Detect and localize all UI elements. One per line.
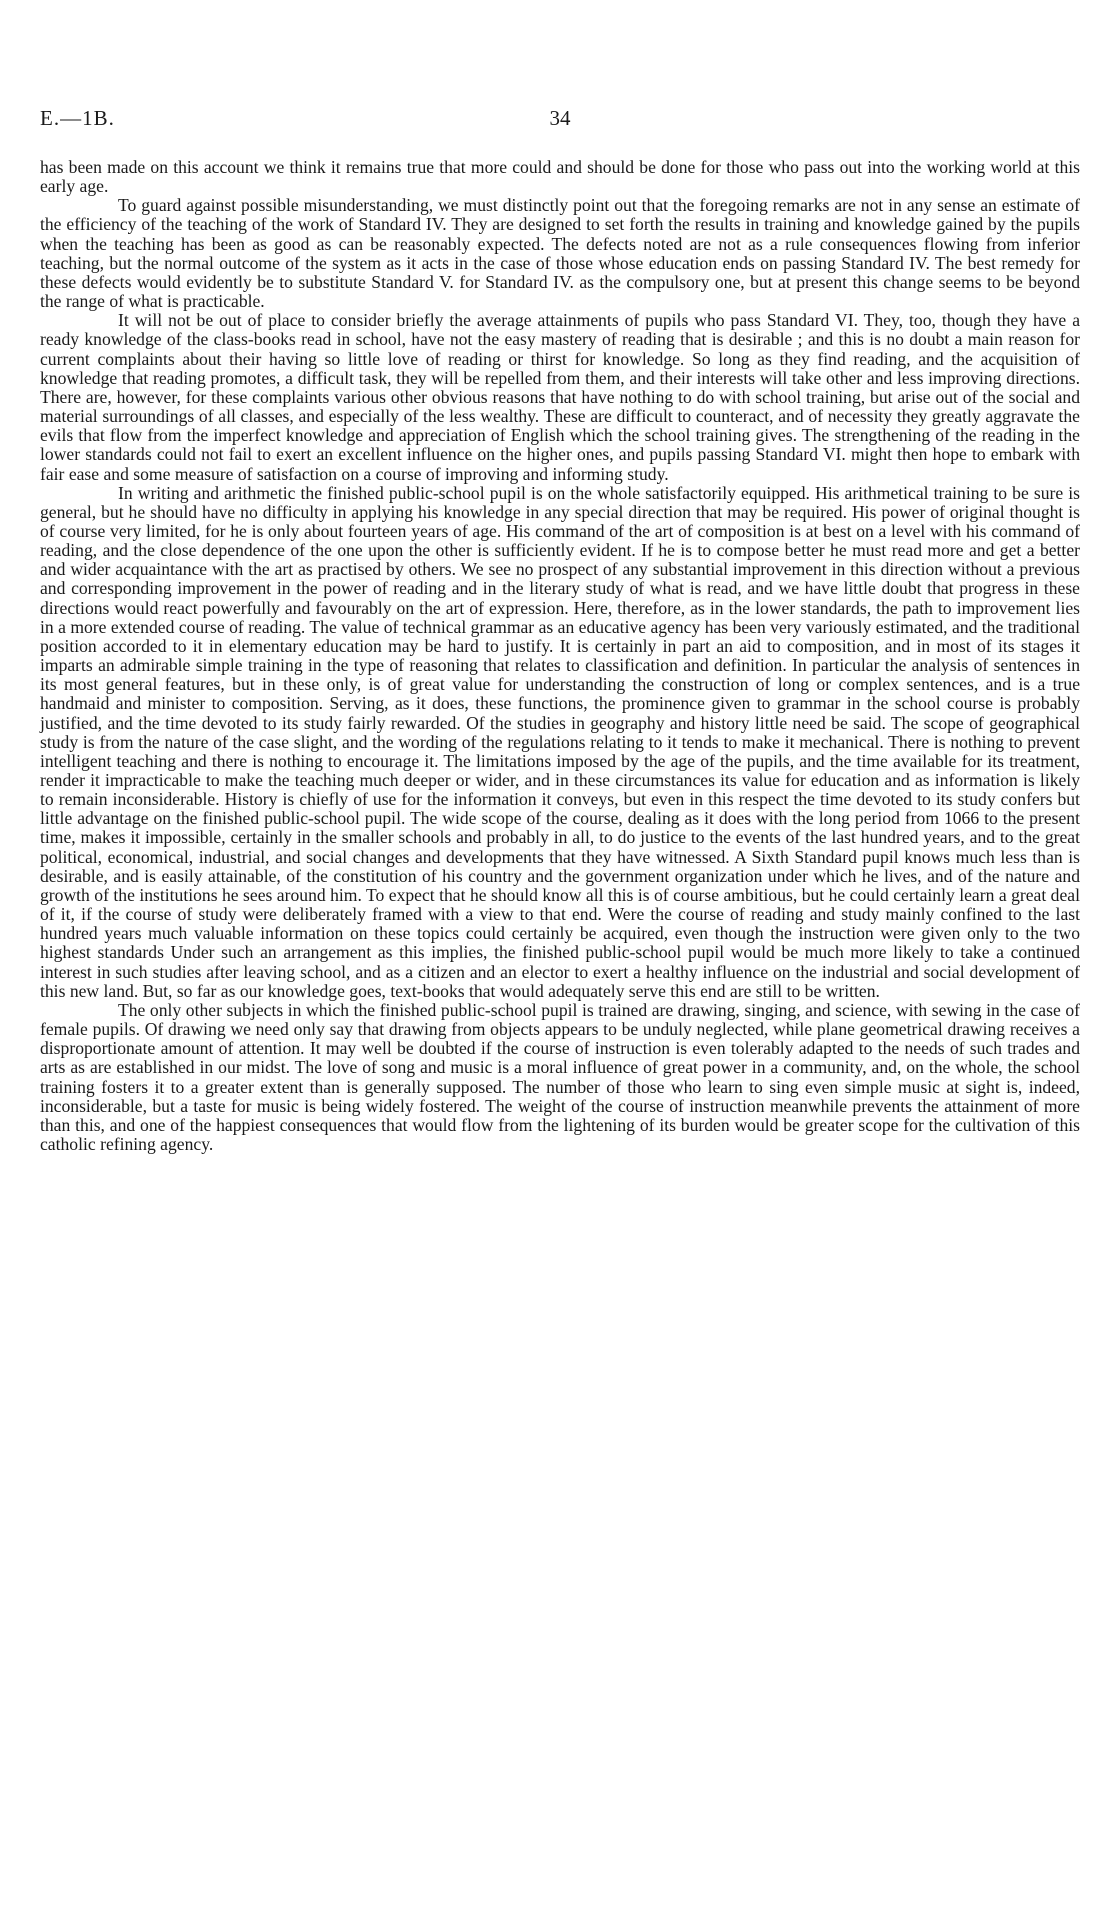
paragraph-continuation: has been made on this account we think it remains true that more could and should be done for those who pass out into the working world at this early age. <box>40 157 1080 197</box>
body-text <box>40 158 1080 1154</box>
page-header <box>40 106 1080 136</box>
page-number: 34 <box>549 106 571 130</box>
document-reference: E.—1B. <box>40 106 115 130</box>
paragraph-other-subjects: The only other subjects in which the finished public-school pupil is trained are drawing, singing, and science, with sewing in the case of female pupils. Of drawing we need only say that drawing from objects appears to be unduly neglected, while plane geometrical drawing receives a disproportionate amount of attention. It may well be doubted if the course of instruction is even tolerably adapted to the needs of such trades and arts as are established in our midst. The love of song and music is a moral influence of great power in a community, and, on the whole, the school training fosters it to a greater extent than is generally supposed. The number of those who learn to sing even simple music at sight is, indeed, inconsiderable, but a taste for music is being widely fostered. The weight of the course of instruction meanwhile prevents the attainment of more than this, and one of the happiest consequences that would flow from the lightening of its burden would be greater scope for the cultivation of this catholic refining agency. <box>40 999 1080 1154</box>
paragraph-misunderstanding: To guard against possible misunderstanding, we must distinctly point out that the foregoing remarks are not in any sense an estimate of the efficiency of the teaching of the work of Standard IV. They are designed to set forth the results in training and knowledge gained by the pupils when the teaching has been as good as can be reasonably expected. The defects noted are not as a rule consequences flowing from inferior teaching, but the normal outcome of the system as it acts in the case of those whose education ends on passing Standard IV. The best remedy for these defects would evidently be to substitute Standard V. for Standard IV. as the compulsory one, but at present this change seems to be beyond the range of what is practicable. <box>40 195 1080 312</box>
paragraph-standard-vi: It will not be out of place to consider briefly the average attainments of pupils who pass Standard VI. They, too, though they have a ready knowledge of the class-books read in school, have not the easy mastery of reading that is desirable ; and this is no doubt a main reason for current complaints about their having so little love of reading or thirst for knowledge. So long as they find reading, and the acquisition of knowledge that reading promotes, a difficult task, they will be repelled from them, and their interests will take other and less improving directions. There are, however, for these complaints various other obvious reasons that have nothing to do with school training, but arise out of the social and material surroundings of all classes, and especially of the less wealthy. These are difficult to counteract, and of necessity they greatly aggravate the evils that flow from the imperfect knowledge and appreciation of English which the school training gives. The strengthening of the reading in the lower standards could not fail to exert an excellent influence on the higher ones, and pupils passing Standard VI. might then hope to embark with fair ease and some measure of satisfaction on a course of improving and informing study. <box>40 310 1080 484</box>
paragraph-writing-arithmetic: In writing and arithmetic the finished public-school pupil is on the whole satisfactorily equipped. His arithmetical training to be sure is general, but he should have no difficulty in applying his knowledge in any special direction that may be required. His power of original thought is of course very limited, for he is only about fourteen years of age. His command of the art of composition is at best on a level with his command of reading, and the close dependence of the one upon the other is sufficiently evident. If he is to compose better he must read more and get a better and wider acquaintance with the art as practised by others. We see no prospect of any substantial improvement in this direction without a previous and corresponding improvement in the power of reading and in the literary study of what is read, and we have little doubt that progress in these directions would react powerfully and favourably on the art of expression. Here, therefore, as in the lower standards, the path to improvement lies in a more extended course of reading. The value of technical grammar as an educative agency has been very variously estimated, and the traditional position accorded to it in elementary education may be hard to justify. It is certainly in part an aid to composition, and in most of its stages it imparts an admirable simple training in the type of reasoning that relates to classification and definition. In particular the analysis of sentences in its most general features, but in these only, is of great value for understanding the construction of long or complex sentences, and is a true handmaid and minister to composition. Serving, as it does, these functions, the prominence given to grammar in the school course is probably justified, and the time devoted to its study fairly rewarded. Of the studies in geography and history little need be said. The scope of geographical study is from the nature of the case slight, and the wording of the regulations relating to it tends to make it mechanical. There is nothing to prevent intelligent teaching and there is nothing to encourage it. The limitations imposed by the age of the pupils, and the time available for its treatment, render it impracticable to make the teaching much deeper or wider, and in these circumstances its value for education and as information is likely to remain inconsiderable. History is chiefly of use for the information it conveys, but even in this respect the time devoted to its study confers but little advantage on the finished public-school pupil. The wide scope of the course, dealing as it does with the long period from 1066 to the present time, makes it impossible, certainly in the smaller schools and probably in all, to do justice to the events of the last hundred years, and to the great political, economical, industrial, and social changes and developments that they have witnessed. A Sixth Standard pupil knows much less than is desirable, and is easily attainable, of the constitution of his country and the government organization under which he lives, and of the nature and growth of the institutions he sees around him. To expect that he should know all this is of course ambitious, but he could certainly learn a great deal of it, if the course of study were deliberately framed with a view to that end. Were the course of reading and study mainly confined to the last hundred years much valuable information on these topics could certainly be acquired, even though the instruction were given only to the two highest standards Under such an arrangement as this implies, the finished public-school pupil would be much more likely to take a continued interest in such studies after leaving school, and as a citizen and an elector to exert a healthy influence on the industrial and social development of this new land. But, so far as our knowledge goes, text-books that would adequately serve this end are still to be written. <box>40 482 1080 1001</box>
